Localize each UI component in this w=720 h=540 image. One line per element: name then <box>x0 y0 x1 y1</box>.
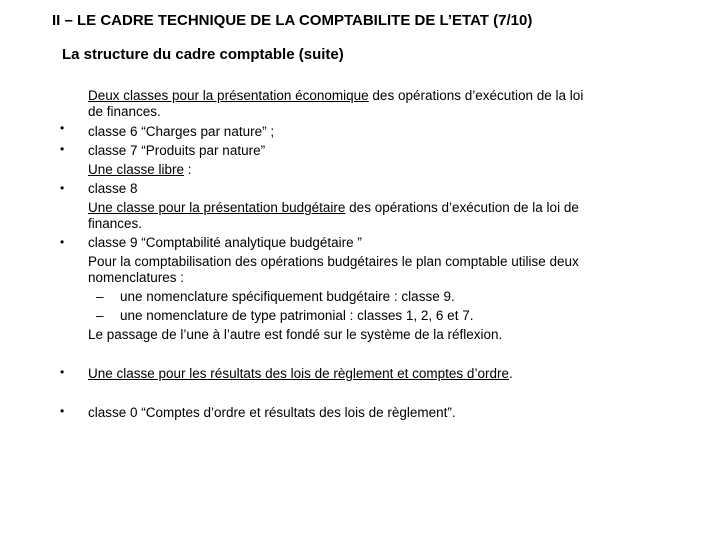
bullet-icon: • <box>60 404 65 418</box>
body-line: Pour la comptabilisation des opérations budgétaires le plan comptable utilise deux <box>88 254 579 269</box>
body-line: classe 6 “Charges par nature” ; <box>88 124 275 139</box>
body-line: classe 9 “Comptabilité analytique budgétaire ” <box>88 235 362 250</box>
body-line: une nomenclature de type patrimonial : classes 1, 2, 6 et 7. <box>120 308 474 323</box>
body-line: finances. <box>88 216 143 231</box>
body-line: classe 8 <box>88 181 138 196</box>
bullet-icon: • <box>60 142 65 156</box>
body-line: nomenclatures : <box>88 270 185 285</box>
body-line <box>88 162 192 178</box>
bullet-icon: • <box>60 235 65 249</box>
slide-title: II – LE CADRE TECHNIQUE DE LA COMPTABILITE DE L’ETAT (7/10) <box>52 12 533 29</box>
line-text: . <box>508 366 513 381</box>
underlined-text: Une classe pour la présentation budgétaire <box>88 200 346 215</box>
bullet-icon: • <box>60 121 65 135</box>
line-text: des opérations d’exécution de la loi <box>368 88 584 103</box>
dash-marker: – <box>96 289 104 304</box>
body-line: classe 7 “Produits par nature” <box>88 143 266 158</box>
dash-marker: – <box>96 308 104 323</box>
body-line <box>88 366 513 382</box>
body-line: classe 0 “Comptes d’ordre et résultats des lois de règlement”. <box>88 405 456 420</box>
line-text: des opérations d’exécution de la loi de <box>345 200 579 215</box>
slide-subtitle: La structure du cadre comptable (suite) <box>62 46 344 63</box>
underlined-text: Une classe pour les résultats des lois de règlement et comptes d’ordre <box>88 366 509 381</box>
body-line: une nomenclature spécifiquement budgétaire : classe 9. <box>120 289 455 304</box>
body-line <box>88 200 579 216</box>
underlined-text: Deux classes pour la présentation économique <box>88 88 369 103</box>
body-line <box>88 88 583 104</box>
body-line: de finances. <box>88 104 161 119</box>
bullet-icon: • <box>60 365 65 379</box>
underlined-text: Une classe libre <box>88 162 185 177</box>
bullet-icon: • <box>60 181 65 195</box>
line-text: : <box>184 162 192 177</box>
body-line: Le passage de l’une à l’autre est fondé sur le système de la réflexion. <box>88 327 503 342</box>
